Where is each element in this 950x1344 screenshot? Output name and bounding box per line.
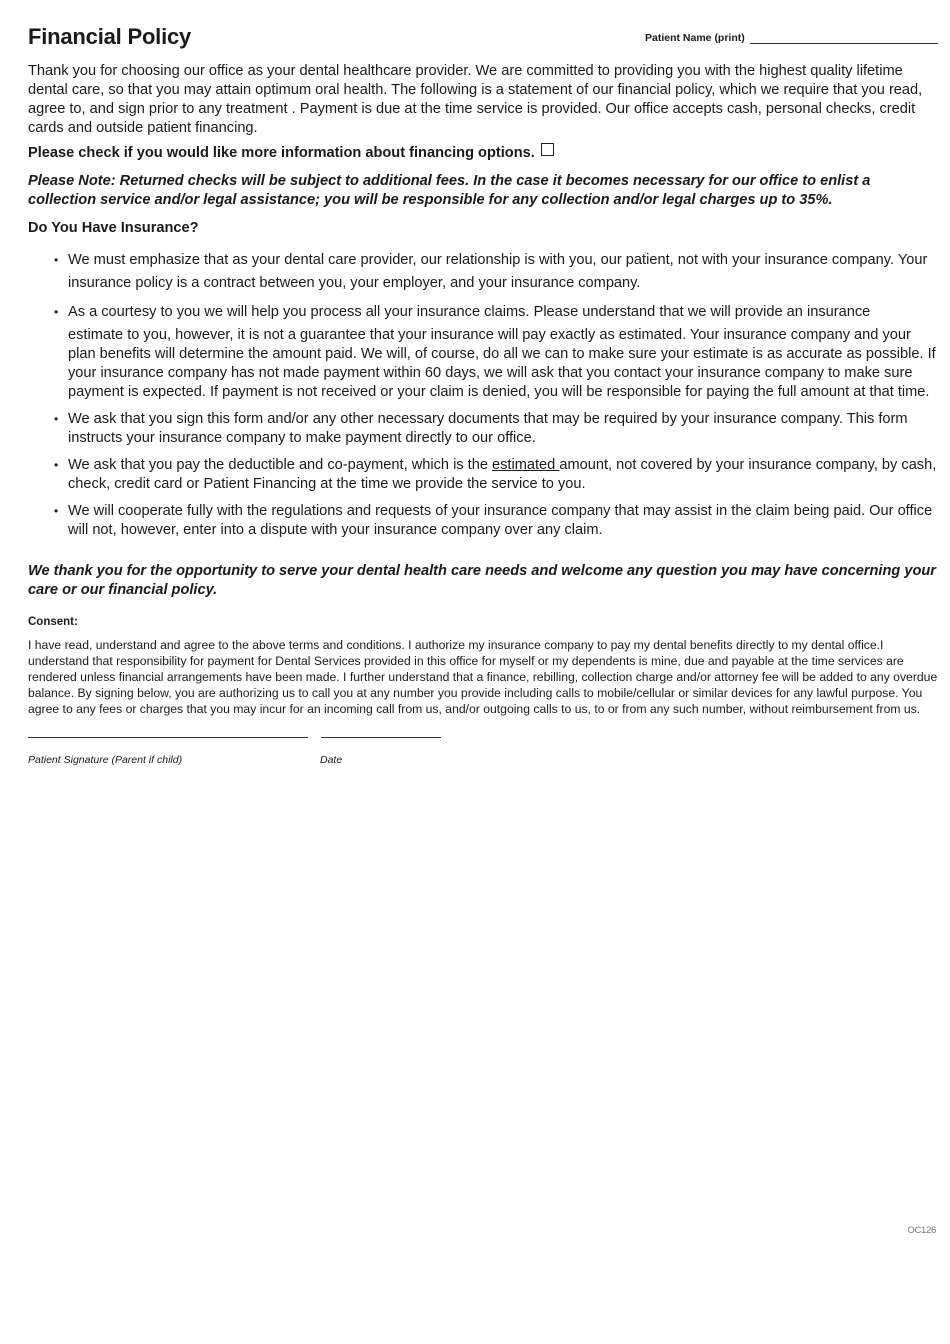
bullet-icon: • — [54, 305, 59, 319]
bullet-icon: • — [54, 458, 59, 472]
bullet-icon: • — [54, 253, 59, 267]
patient-name-label: Patient Name (print) — [645, 32, 745, 44]
bullet-text: estimate to you, however, it is not a guarantee that your insurance will pay exactly as estimated. Your insurance company and your plan benefits will determine the amount paid. We will, of course, do all we can to make sure your estimate is as accurate as possible. If your insurance company has not made payment within 60 days, we will ask that you contact your insurance company to make sure payment is expected. If payment is not received or your claim is denied, you will be responsible for paying the full amount at that time. — [68, 327, 936, 400]
list-item — [54, 249, 938, 295]
patient-signature-line[interactable] — [28, 737, 308, 738]
bullet-text: We ask that you sign this form and/or any other necessary documents that may be required by your insurance company. This form instructs your insurance company to make payment directly to our office. — [68, 411, 908, 446]
returned-checks-note: Please Note: Returned checks will be subject to additional fees. In the case it becomes necessary for our office to enlist a collection service and/or legal assistance; you will be responsible for any collection and/or legal charges up to 35%. — [28, 173, 871, 208]
signature-row — [28, 737, 938, 793]
financial-policy-form — [28, 22, 938, 793]
bullet-text-pre: We ask that you pay the deductible and co-payment, which is the — [68, 457, 493, 473]
list-item — [54, 502, 938, 540]
consent-text: I have read, understand and agree to the above terms and conditions. I authorize my insurance company to pay my dental benefits directly to my dental office.I understand that responsibility for payment for Dental Services provided in this office for myself or my dependents is mine, due and payable at the time services are rendered unless financial arrangements have been made. I further understand that a finance, rebilling, collection charge and/or attorney fee will be added to any overdue balance. By signing below, you are authorizing us to call you at any number you provide including calls to mobile/cellular or similar devices for any lawful purpose. You agree to any fees or charges that you may incur for an incoming call from us, and/or outgoing calls to us, to or from any such number, without reimbursement from us. — [28, 638, 938, 716]
bullet-text: We will cooperate fully with the regulations and requests of your insurance company that may assist in the claim being paid. Our office will not, however, enter into a dispute with your insurance company over any claim. — [68, 503, 933, 538]
list-item — [54, 410, 938, 448]
financing-check-row — [28, 143, 938, 163]
thank-you-statement: We thank you for the opportunity to serve your dental health care needs and welcome any question you may have concerning your care or our financial policy. — [28, 563, 936, 598]
patient-signature-label: Patient Signature (Parent if child) — [28, 754, 183, 766]
bullet-text-post: amount, not covered by your insurance company, by cash, check, credit card or Patient Financing at the time we provide the service to you. — [68, 457, 937, 492]
insurance-bullet-list — [28, 249, 938, 540]
header — [28, 22, 938, 58]
consent-label: Consent: — [28, 616, 78, 628]
financing-checkbox[interactable] — [541, 143, 554, 156]
insurance-heading: Do You Have Insurance? — [28, 220, 199, 236]
page-title: Financial Policy — [28, 24, 192, 49]
date-label: Date — [320, 754, 343, 766]
estimated-underlined: estimated — [492, 457, 560, 473]
intro-paragraph: Thank you for choosing our office as your dental healthcare provider. We are committed to providing you with the highest quality lifetime dental care, so that you may attain optimum oral health. The following is a statement of our financial policy, which we require that you read, agree to, and sign prior to any treatment . Payment is due at the time service is provided. Our office accepts cash, personal checks, credit cards and outside patient financing. — [28, 63, 923, 136]
bullet-text: We must emphasize that as your dental care provider, our relationship is with you, our patient, not with your insurance company. Your insurance policy is a contract between you, your employer, and your insurance company. — [68, 252, 928, 291]
form-code: OC126 — [907, 1225, 936, 1236]
patient-name-field[interactable] — [645, 32, 938, 44]
bullet-icon: • — [54, 504, 59, 518]
date-line[interactable] — [321, 737, 441, 738]
financing-check-label: Please check if you would like more information about financing options. — [28, 145, 535, 161]
bullet-text-first-line: As a courtesy to you we will help you process all your insurance claims. Please understand that we will provide an insurance — [68, 304, 871, 320]
list-item — [54, 303, 938, 402]
bullet-icon: • — [54, 412, 59, 426]
list-item — [54, 456, 938, 494]
patient-name-line[interactable] — [750, 32, 938, 44]
